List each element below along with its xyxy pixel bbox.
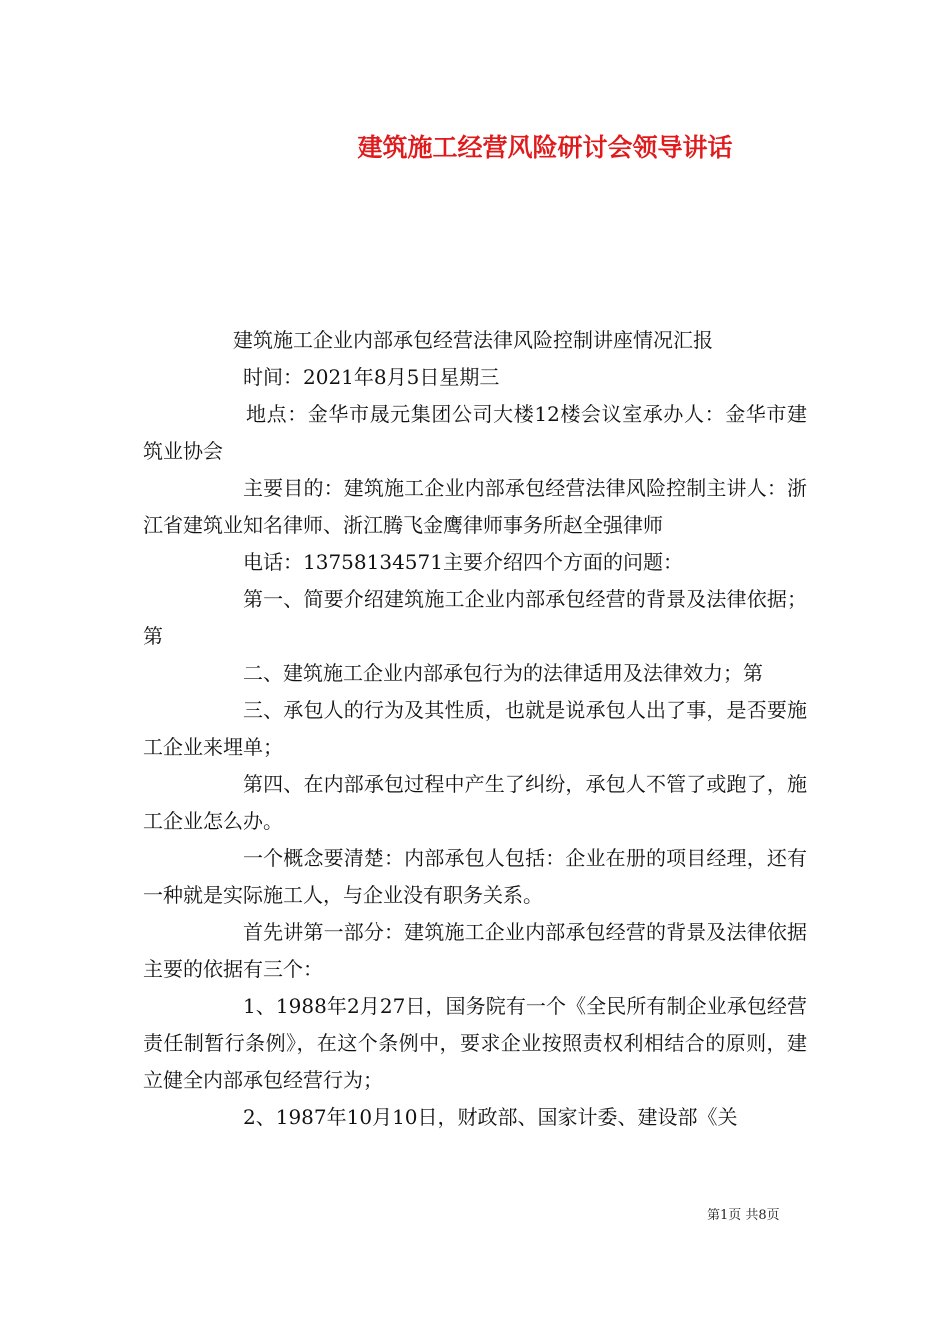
paragraph-point-three: 三、承包人的行为及其性质，也就是说承包人出了事，是否要施工企业来埋单； [143, 698, 807, 759]
paragraph-point-four: 第四、在内部承包过程中产生了纠纷，承包人不管了或跑了，施工企业怎么办。 [143, 772, 807, 833]
paragraph-phone: 电话：13758134571主要介绍四个方面的问题： [243, 550, 683, 574]
paragraph-location: 地点：金华市晟元集团公司大楼12楼会议室承办人：金华市建筑业协会 [143, 402, 807, 463]
paragraph-time: 时间：2021年8月5日星期三 [243, 365, 500, 389]
document-body [143, 322, 807, 1136]
paragraph-point-two: 二、建筑施工企业内部承包行为的法律适用及法律效力；第 [243, 661, 763, 685]
paragraph-basis-two: 2、1987年10月10日，财政部、国家计委、建设部《关 [243, 1105, 738, 1129]
paragraph-report-heading: 建筑施工企业内部承包经营法律风险控制讲座情况汇报 [233, 328, 713, 352]
document-title: 建筑施工经营风险研讨会领导讲话 [357, 133, 733, 162]
paragraph-concept: 一个概念要清楚：内部承包人包括：企业在册的项目经理，还有一种就是实际施工人，与企业没有职务关系。 [143, 846, 807, 907]
paragraph-part-one: 首先讲第一部分：建筑施工企业内部承包经营的背景及法律依据主要的依据有三个： [143, 920, 807, 981]
page-number-footer: 第1页 共8页 [707, 1208, 780, 1223]
paragraph-purpose: 主要目的：建筑施工企业内部承包经营法律风险控制主讲人：浙江省建筑业知名律师、浙江腾飞金鹰律师事务所赵全强律师 [143, 476, 807, 537]
paragraph-point-one: 第一、简要介绍建筑施工企业内部承包经营的背景及法律依据；第 [143, 587, 807, 648]
paragraph-basis-one: 1、1988年2月27日，国务院有一个《全民所有制企业承包经营责任制暂行条例》，在这个条例中，要求企业按照责权利相结合的原则，建立健全内部承包经营行为； [143, 994, 807, 1092]
